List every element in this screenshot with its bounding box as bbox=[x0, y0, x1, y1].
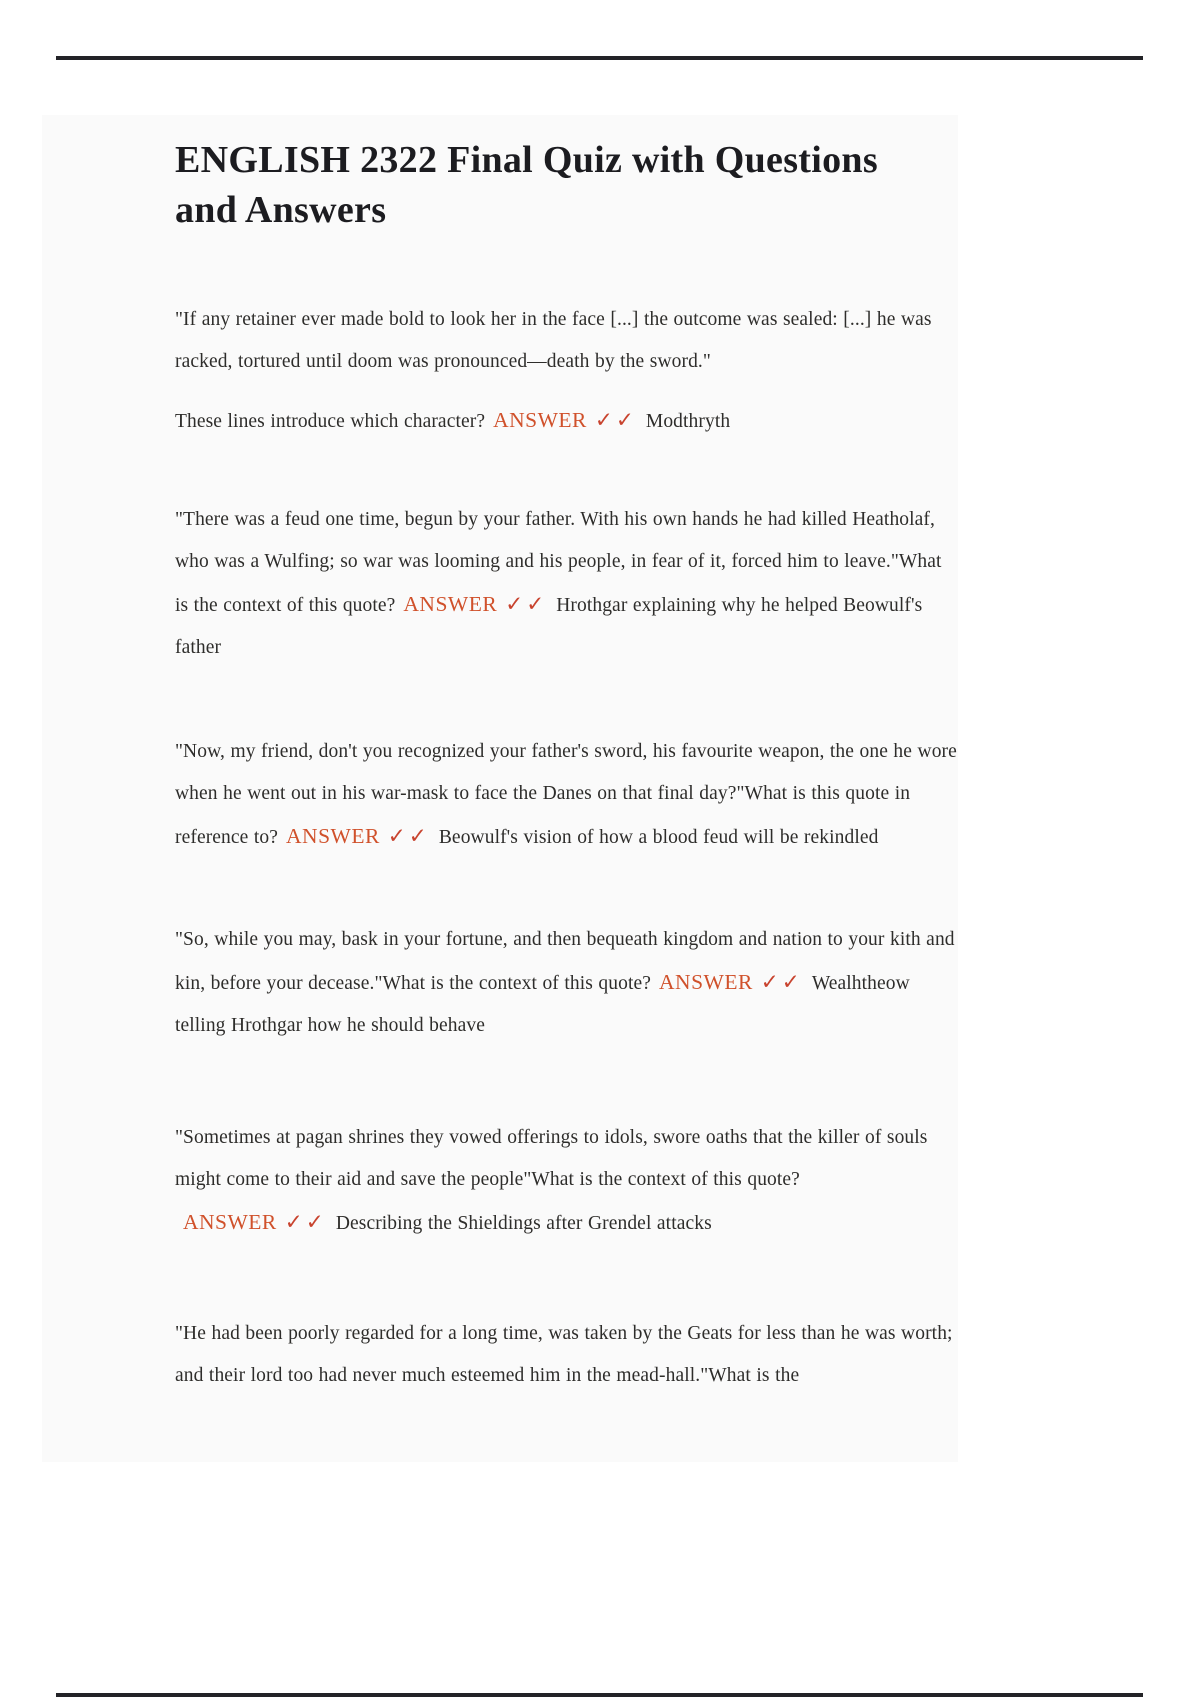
question-paragraph bbox=[175, 731, 958, 859]
double-checkmark-icon: ✓✓ bbox=[594, 408, 637, 432]
answer-label: ANSWER bbox=[183, 1210, 277, 1234]
question-text: "So, while you may, bask in your fortune, and then bequeath kingdom and nation to your kith and kin, before your decease."What is the context of this quote? bbox=[175, 929, 955, 994]
qa-block bbox=[175, 731, 958, 859]
qa-block bbox=[175, 499, 958, 669]
page-title: ENGLISH 2322 Final Quiz with Questions and Answers bbox=[175, 139, 878, 231]
question-text: "Now, my friend, don't you recognized your father's sword, his favourite weapon, the one he wore when he went out in his war-mask to face the Danes on that final day?"What is this quote in reference to? bbox=[175, 741, 957, 848]
question-paragraph bbox=[175, 1117, 958, 1245]
answer-text: Describing the Shieldings after Grendel attacks bbox=[335, 1213, 712, 1234]
qa-block bbox=[175, 299, 958, 443]
bottom-divider-rule bbox=[56, 1693, 1143, 1697]
top-divider-rule bbox=[56, 56, 1143, 60]
quote-paragraph: "If any retainer ever made bold to look her in the face [...] the outcome was sealed: [...] he was racked, tortured until doom was pronounced—death by the sword." bbox=[175, 309, 932, 372]
double-checkmark-icon: ✓✓ bbox=[387, 824, 430, 848]
answer-text: Beowulf's vision of how a blood feud will be rekindled bbox=[438, 827, 879, 848]
answer-text: Modthryth bbox=[645, 411, 731, 432]
question-paragraph bbox=[175, 1313, 958, 1397]
question-text: "There was a feud one time, begun by your father. With his own hands he had killed Heatholaf, who was a Wulfing; so war was looming and his people, in fear of it, forced him to leave."What is the context of this quote? bbox=[175, 509, 942, 616]
answer-label: ANSWER bbox=[659, 970, 753, 994]
double-checkmark-icon: ✓✓ bbox=[505, 592, 548, 616]
qa-block bbox=[175, 1313, 958, 1397]
answer-label: ANSWER bbox=[493, 408, 587, 432]
double-checkmark-icon: ✓✓ bbox=[760, 970, 803, 994]
answer-text: Wealhtheow telling Hrothgar how he should behave bbox=[175, 973, 910, 1036]
question-paragraph bbox=[175, 399, 958, 443]
answer-text: Hrothgar explaining why he helped Beowulf's father bbox=[175, 595, 923, 658]
question-paragraph bbox=[175, 919, 958, 1047]
answer-label: ANSWER bbox=[286, 824, 380, 848]
question-text: These lines introduce which character? bbox=[175, 411, 486, 432]
qa-block bbox=[175, 919, 958, 1047]
double-checkmark-icon: ✓✓ bbox=[284, 1210, 327, 1234]
qa-block bbox=[175, 1117, 958, 1245]
question-text: "He had been poorly regarded for a long time, was taken by the Geats for less than he was worth; and their lord too had never much esteemed him in the mead-hall."What is the bbox=[175, 1323, 953, 1386]
question-text: "Sometimes at pagan shrines they vowed offerings to idols, swore oaths that the killer of souls might come to their aid and save the people"What is the context of this quote? bbox=[175, 1127, 928, 1190]
document-content bbox=[175, 135, 958, 1397]
answer-label: ANSWER bbox=[403, 592, 498, 616]
question-paragraph bbox=[175, 499, 958, 669]
